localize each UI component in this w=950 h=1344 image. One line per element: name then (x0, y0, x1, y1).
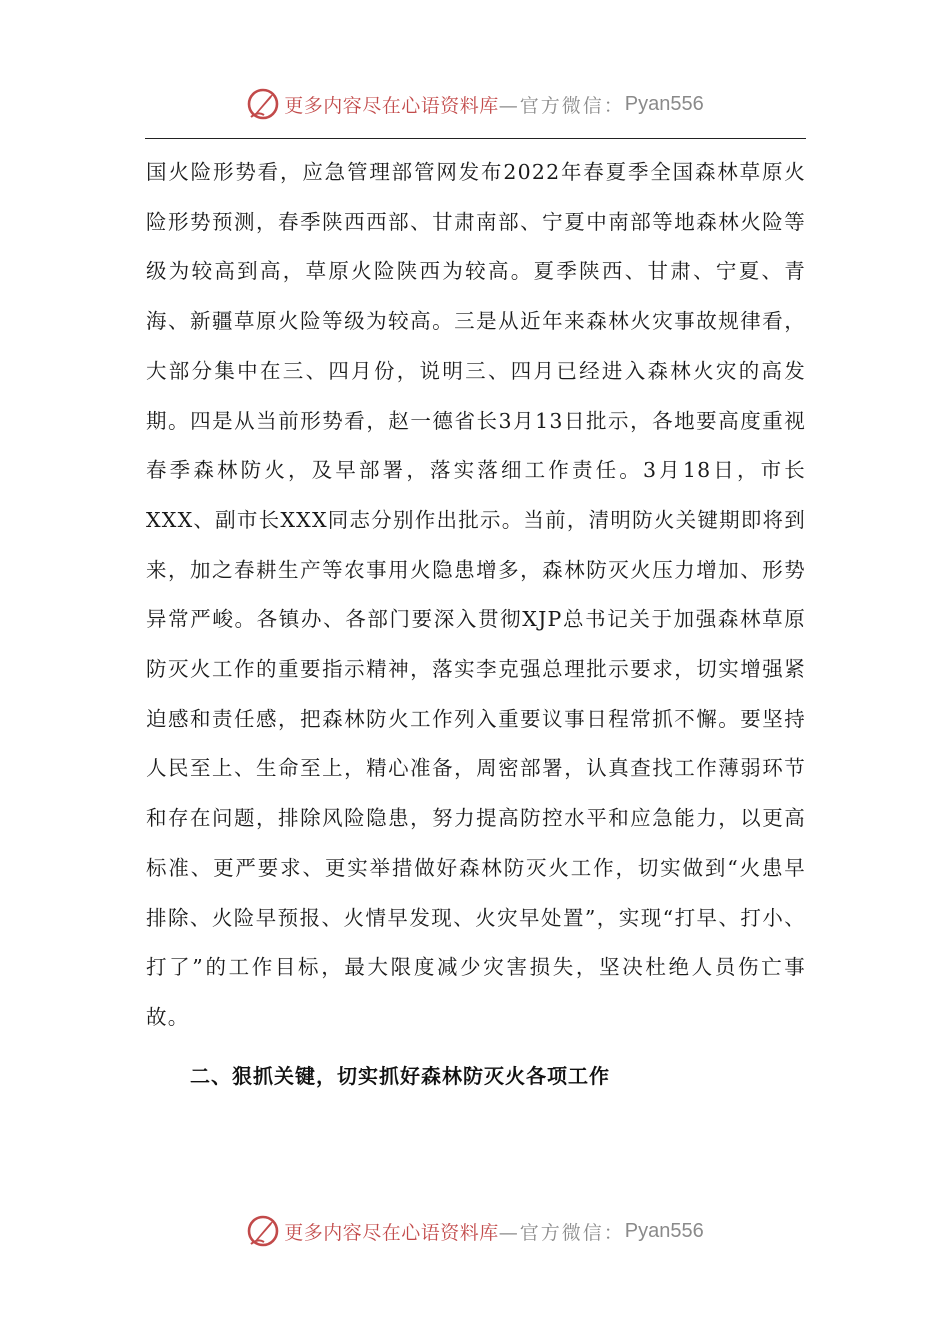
section-heading: 二、狠抓关键，切实抓好森林防灭火各项工作 (190, 1064, 610, 1088)
body-paragraph: 国火险形势看，应急管理部管网发布2022年春夏季全国森林草原火险形势预测，春季陕西西部、甘肃南部、宁夏中南部等地森林火险等级为较高到高，草原火险陕西为较高。夏季陕西、甘肃、宁夏、青海、新疆草原火险等级为较高。三是从近年来森林火灾事故规律看，大部分集中在三、四月份，说明三、四月已经进入森林火灾的高发期。四是从当前形势看，赵一德省长3月13日批示，各地要高度重视春季森林防火，及早部署，落实落细工作责任。3月18日，市长XXX、副市长XXX同志分别作出批示。当前，清明防火关键期即将到来，加之春耕生产等农事用火隐患增多，森林防灭火压力增加、形势异常严峻。各镇办、各部门要深入贯彻XJP总书记关于加强森林草原防灭火工作的重要指示精神，落实李克强总理批示要求，切实增强紧迫感和责任感，把森林防火工作列入重要议事日程常抓不懈。要坚持人民至上、生命至上，精心准备，周密部署，认真查找工作薄弱环节和存在问题，排除风险隐患，努力提高防控水平和应急能力，以更高标准、更严要求、更实举措做好森林防灭火工作，切实做到“火患早排除、火险早预报、火情早发现、火灾早处置”，实现“打早、打小、打了”的工作目标，最大限度减少灾害损失，坚决杜绝人员伤亡事故。 (146, 160, 806, 1029)
page-footer-banner (0, 1211, 950, 1251)
footer-banner-title: 更多内容尽在心语资料库 (284, 1221, 499, 1244)
header-banner-wechat-label: —官方微信： (498, 94, 625, 117)
footer-banner-wechat-id: Pyan556 (624, 1219, 704, 1242)
header-banner-title: 更多内容尽在心语资料库 (284, 94, 499, 117)
page-header-banner (0, 84, 950, 124)
header-divider (145, 138, 806, 139)
quill-pen-logo-icon (246, 1214, 280, 1248)
footer-banner-wechat-label: —官方微信： (498, 1221, 625, 1244)
quill-pen-logo-icon (246, 87, 280, 121)
header-banner-wechat-id: Pyan556 (624, 92, 704, 115)
